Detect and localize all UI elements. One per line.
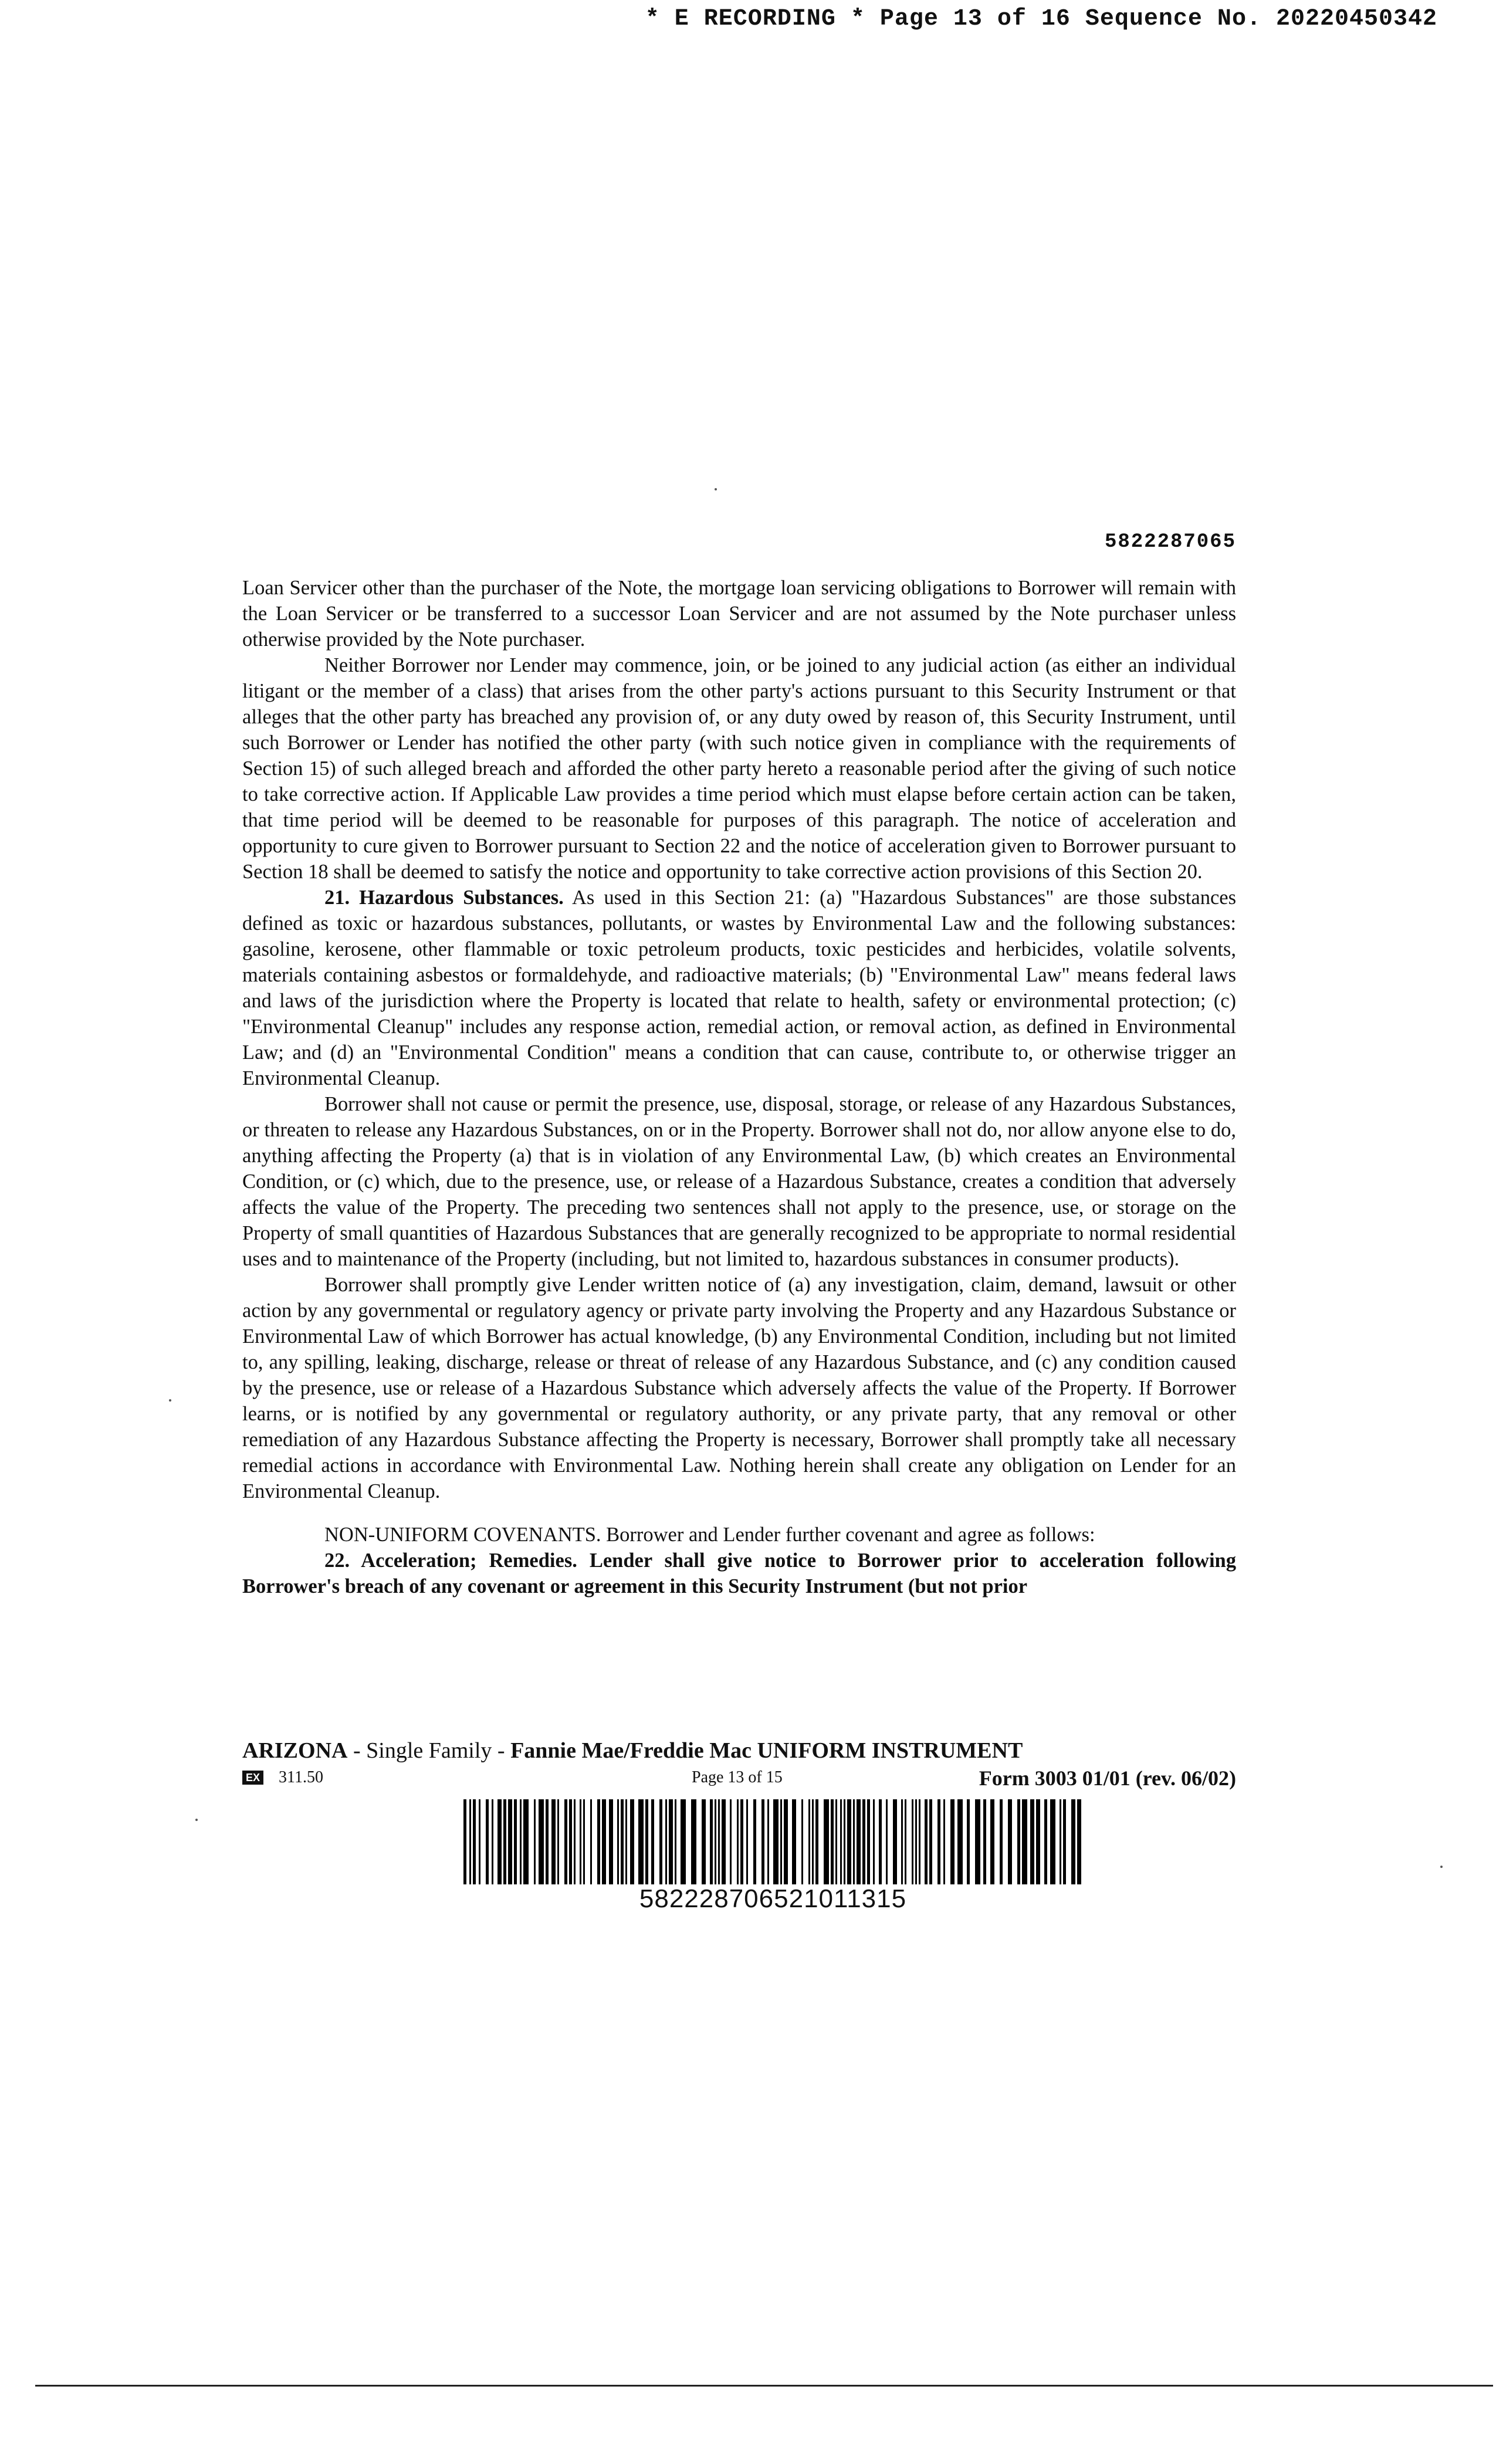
state-name: ARIZONA <box>242 1738 348 1763</box>
bottom-divider <box>35 2385 1493 2387</box>
section-21-text: As used in this Section 21: (a) "Hazardous Substances" are those substances defined as toxic or hazardous substances, pollutants, or wastes by Environmental Law and the following substances: gasoline, kerosene, other flammable or toxic petroleum products, toxic pesticides and herbicides, volatile solvents, materials containing asbestos or formaldehyde, and radioactive materials; (b) "Environmental Law" means federal laws and laws of the jurisdiction where the Property is located that relate to health, safety or environmental protection; (c) "Environmental Cleanup" includes any response action, remedial action, or removal action, as defined in Environmental Law; and (d) an "Environmental Condition" means a condition that can cause, contribute to, or otherwise trigger an Environmental Cleanup. <box>242 886 1236 1089</box>
page-number: Page 13 of 15 <box>692 1768 783 1786</box>
scan-speck <box>169 1399 171 1402</box>
instrument-name: Fannie Mae/Freddie Mac UNIFORM INSTRUMENT <box>510 1738 1023 1763</box>
footer-info-row <box>242 1766 1236 1789</box>
document-body <box>242 575 1236 1599</box>
instrument-title <box>242 1738 1023 1764</box>
paragraph-gap <box>242 1504 1236 1522</box>
instrument-type: - Single Family - <box>347 1738 511 1763</box>
form-code-group <box>242 1768 323 1787</box>
barcode-icon <box>463 1799 1082 1884</box>
form-number: Form 3003 01/01 (rev. 06/02) <box>979 1766 1236 1790</box>
form-code: 311.50 <box>279 1768 323 1786</box>
section-21-heading: 21. Hazardous Substances. <box>324 886 564 909</box>
barcode-number: 582228706521011315 <box>639 1884 907 1913</box>
paragraph-loan-servicer: Loan Servicer other than the purchaser of the Note, the mortgage loan servicing obligations to Borrower will remain with the Loan Servicer or be transferred to a successor Loan Servicer and are not assumed by the Note purchaser unless otherwise provided by the Note purchaser. <box>242 577 1236 651</box>
paragraph-borrower-not-cause: Borrower shall not cause or permit the presence, use, disposal, storage, or release of any Hazardous Substances, or threaten to release any Hazardous Substances, on or in the Property. Borrower shall not do, nor allow anyone else to do, anything affecting the Property (a) that is in violation of any Environmental Law, (b) which creates an Environmental Condition, or (c) which, due to the presence, use, or release of a Hazardous Substance, creates a condition that adversely affects the value of the Property. The preceding two sentences shall not apply to the presence, use, or storage on the Property of small quantities of Hazardous Substances that are generally recognized to be appropriate to normal residential uses and to maintenance of the Property (including, but not limited to, hazardous substances in consumer products). <box>242 1093 1236 1270</box>
paragraph-judicial-action: Neither Borrower nor Lender may commence, join, or be joined to any judicial action (as either an individual litigant or the member of a class) that arises from the other party's actions pursuant to this Security Instrument or that alleges that the other party has breached any provision of, or any duty owed by reason of, this Security Instrument, until such Borrower or Lender has notified the other party (with such notice given in compliance with the requirements of Section 15) of such alleged breach and afforded the other party hereto a reasonable period after the giving of such notice to take corrective action. If Applicable Law provides a time period which must elapse before certain action can be taken, that time period will be deemed to be reasonable for purposes of this paragraph. The notice of acceleration and opportunity to cure given to Borrower pursuant to Section 22 and the notice of acceleration given to Borrower pursuant to Section 18 shall be deemed to satisfy the notice and opportunity to take corrective action provisions of this Section 20. <box>242 654 1236 883</box>
scan-speck <box>715 488 717 490</box>
paragraph-borrower-notice: Borrower shall promptly give Lender written notice of (a) any investigation, claim, demand, lawsuit or other action by any governmental or regulatory agency or private party involving the Property and any Hazardous Substance or Environmental Law of which Borrower has actual knowledge, (b) any Environmental Condition, including but not limited to, any spilling, leaking, discharge, release or threat of release of any Hazardous Substance, and (c) any condition caused by the presence, use or release of a Hazardous Substance which adversely affects the value of the Property. If Borrower learns, or is notified by any governmental or regulatory authority, or any private party, that any removal or other remediation of any Hazardous Substance affecting the Property is necessary, Borrower shall promptly take all necessary remedial actions in accordance with Environmental Law. Nothing herein shall create any obligation on Lender for an Environmental Cleanup. <box>242 1274 1236 1502</box>
paragraph-acceleration-remedies: 22. Acceleration; Remedies. Lender shall give notice to Borrower prior to acceleration following Borrower's breach of any covenant or agreement in this Security Instrument (but not prior <box>242 1549 1236 1597</box>
ex-logo-icon: EX <box>242 1771 263 1785</box>
paragraph-hazardous-substances <box>242 885 1236 1091</box>
scan-speck <box>1440 1866 1443 1868</box>
scan-speck <box>195 1819 198 1821</box>
paragraph-non-uniform-covenants: NON-UNIFORM COVENANTS. Borrower and Lender further covenant and agree as follows: <box>324 1524 1095 1546</box>
recording-header: * E RECORDING * Page 13 of 16 Sequence No. 20220450342 <box>645 6 1437 32</box>
loan-number: 5822287065 <box>1104 531 1236 553</box>
